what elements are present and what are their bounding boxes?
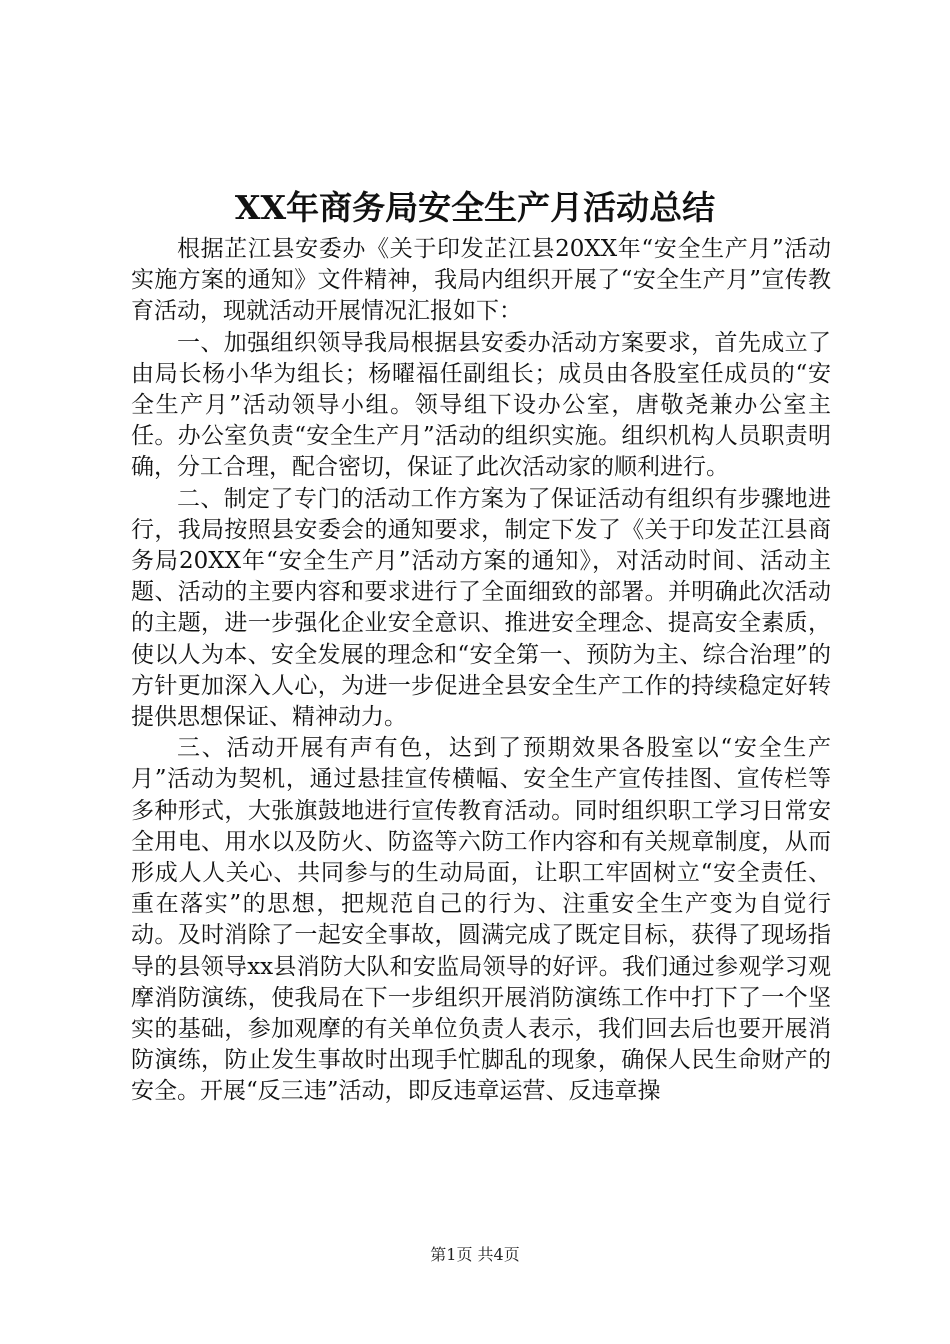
document-body — [131, 234, 831, 1108]
page-number-footer: 第1页 共4页 — [430, 1245, 520, 1264]
section-two-paragraph: 二、制定了专门的活动工作方案为了保证活动有组织有步骤地进行，我局按照县安委会的通知要求，制定下发了《关于印发芷江县商务局20XX年“安全生产月”活动方案的通知》，对活动时间、活动主题、活动的主要内容和要求进行了全面细致的部署。并明确此次活动的主题，进一步强化企业安全意识、推进安全理念、提高安全素质，使以人为本、安全发展的理念和“安全第一、预防为主、综合治理”的方针更加深入人心，为进一步促进全县安全生产工作的持续稳定好转提供思想保证、精神动力。 — [131, 485, 831, 731]
intro-paragraph: 根据芷江县安委办《关于印发芷江县20XX年“安全生产月”活动实施方案的通知》文件精神，我局内组织开展了“安全生产月”宣传教育活动，现就活动开展情况汇报如下： — [131, 236, 831, 325]
section-three-paragraph: 三、活动开展有声有色，达到了预期效果各股室以“安全生产月”活动为契机，通过悬挂宣传横幅、安全生产宣传挂图、宣传栏等多种形式，大张旗鼓地进行宣传教育活动。同时组织职工学习日常安全用电、用水以及防火、防盗等六防工作内容和有关规章制度，从而形成人人关心、共同参与的生动局面，让职工牢固树立“安全责任、重在落实”的思想，把规范自己的行为、注重安全生产变为自觉行动。及时消除了一起安全事故，圆满完成了既定目标，获得了现场指导的县领导xx县消防大队和安监局领导的好评。我们通过参观学习观摩消防演练，使我局在下一步组织开展消防演练工作中打下了一个坚实的基础，参加观摩的有关单位负责人表示，我们回去后也要开展消防演练，防止发生事故时出现手忙脚乱的现象，确保人民生命财产的安全。开展“反三违”活动，即反违章运营、反违章操 — [131, 735, 831, 1105]
section-one-paragraph: 一、加强组织领导我局根据县安委办活动方案要求，首先成立了由局长杨小华为组长；杨曜福任副组长；成员由各股室任成员的“安全生产月”活动领导小组。领导组下设办公室，唐敬尧兼办公室主任。办公室负责“安全生产月”活动的组织实施。组织机构人员职责明确，分工合理，配合密切，保证了此次活动家的顺利进行。 — [131, 329, 831, 481]
document-title: XX年商务局安全生产月活动总结 — [234, 188, 716, 227]
